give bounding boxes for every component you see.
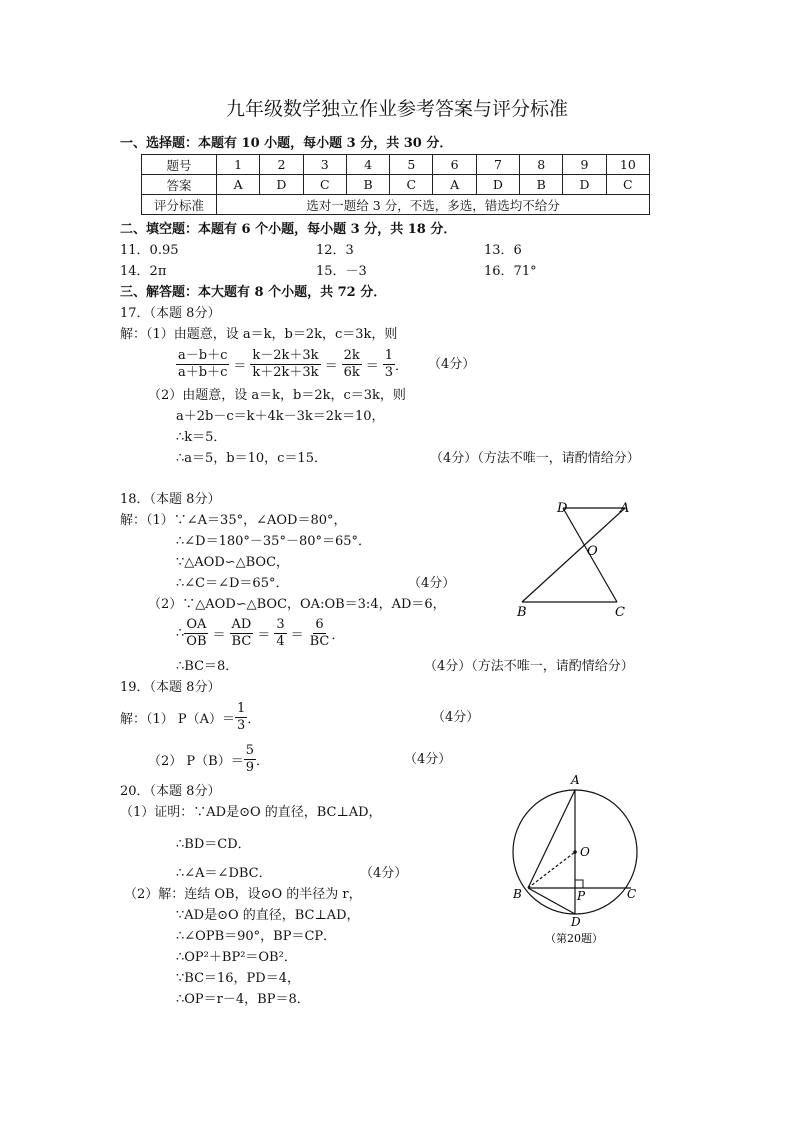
right-angle-mark	[575, 880, 583, 888]
point-label: C	[615, 605, 625, 620]
q17-line: ∴k＝5．	[176, 430, 227, 445]
score-label: （4分）	[360, 866, 408, 881]
table-cell: 3	[303, 155, 346, 175]
q20-line: ∵AD是⊙O 的直径，BC⊥AD，	[176, 908, 360, 923]
q19-p2: （2） P（B）＝ $\frac{5}{9}$ ．	[148, 743, 270, 775]
q18-header: 18．（本题 8分）	[120, 492, 221, 507]
section1-heading: 一、选择题：本题有 10 小题，每小题 3 分，共 30 分．	[120, 136, 453, 151]
page-title: 九年级数学独立作业参考答案与评分标准	[225, 98, 568, 120]
q20-line: （1）证明：∵AD是⊙O 的直径，BC⊥AD，	[120, 805, 382, 820]
fraction: $\frac{3}{4}$	[276, 617, 285, 649]
table-cell: C	[303, 175, 346, 195]
score-label: （4分）	[408, 576, 456, 591]
section2-heading: 二、填空题：本题有 6 个小题，每小题 3 分，共 18 分．	[120, 222, 457, 237]
table-cell: C	[606, 175, 649, 195]
point-label: D	[571, 915, 581, 929]
q20-header: 20．（本题 8分）	[120, 784, 221, 799]
segment-ob-dashed	[528, 852, 575, 888]
table-cell: 9	[563, 155, 606, 175]
point-label: A	[620, 501, 630, 516]
table-cell: 2	[260, 155, 303, 175]
q20-line: （2）解：连结 OB，设⊙O 的半径为 r，	[124, 887, 362, 902]
table-cell: D	[260, 175, 303, 195]
table-row	[142, 155, 650, 175]
q17-line: a＋2b－c＝k＋4k－3k＝2k＝10，	[176, 409, 385, 424]
fraction: $\frac{5}{9}$	[245, 743, 254, 775]
table-cell: 10	[606, 155, 649, 175]
q18-line: ∴BC＝8．	[176, 659, 239, 674]
table-cell: 答案	[142, 175, 217, 195]
fill-answer: 13．6	[484, 243, 522, 258]
score-label: （4分）（方法不唯一，请酌情给分）	[430, 451, 640, 466]
score-label: （4分）	[428, 357, 476, 372]
table-cell: 5	[390, 155, 433, 175]
point-label: P	[577, 889, 586, 903]
table-cell: D	[476, 175, 519, 195]
section3-heading: 三、解答题：本大题有 8 个小题，共 72 分．	[120, 285, 387, 300]
q18-line: （2）∵△AOD∽△BOC，OA:OB＝3:4，AD＝6，	[148, 597, 446, 612]
table-cell: 题号	[142, 155, 217, 175]
q17-line: ∴a＝5，b＝10，c＝15．	[176, 451, 327, 466]
q19-p1: 解：（1） P（A）＝ $\frac{1}{3}$ ．	[120, 701, 261, 733]
fraction: $\frac{OA}{OB}$	[186, 617, 207, 649]
q17-line: （2）由题意，设 a＝k，b＝2k，c＝3k，则	[148, 388, 406, 403]
score-label: （4分）（方法不唯一，请酌情给分）	[424, 659, 634, 674]
q18-line: ∴∠D＝180°－35°－80°＝65°．	[176, 534, 372, 549]
fill-answer: 11．0.95	[120, 243, 179, 258]
q18-line: 解：（1）∵∠A＝35°，∠AOD＝80°，	[120, 513, 347, 528]
point-label: B	[517, 605, 527, 620]
table-cell: 7	[476, 155, 519, 175]
fraction: $\frac{6}{BC}$	[309, 617, 330, 649]
point-label: D	[557, 501, 568, 516]
table-cell: D	[563, 175, 606, 195]
table-cell: 4	[346, 155, 389, 175]
q20-line: ∴OP²＋BP²＝OB²．	[176, 950, 297, 965]
q18-equation: ∴ $\frac{OA}{OB}$ ＝ $\frac{AD}{BC}$ ＝ $\frac{3}{4}$ ＝ $\frac{6}{BC}$ ．	[176, 617, 345, 649]
table-cell: 6	[433, 155, 476, 175]
q17-equation: $\frac{a-b+c}{a+b+c}$ ＝ $\frac{k-2k+3k}{k+2k+3k}$ ＝ $\frac{2k}{6k}$ ＝ $\frac{1}{3}$ ．	[178, 348, 409, 380]
q20-line: ∴∠OPB＝90°，BP＝CP．	[176, 929, 337, 944]
q20-line: ∴BD＝CD．	[176, 837, 251, 852]
fill-answer: 14．2π	[120, 264, 167, 279]
q20-line: ∴∠A＝∠DBC．	[176, 866, 272, 881]
table-cell: C	[390, 175, 433, 195]
point-label: B	[513, 887, 522, 901]
fraction: $\frac{AD}{BC}$	[231, 617, 252, 649]
center-dot	[573, 850, 577, 854]
fill-answer: 16．71°	[484, 264, 537, 279]
table-cell: B	[346, 175, 389, 195]
point-label: O	[587, 544, 598, 559]
score-label: （4分）	[404, 752, 452, 767]
table-cell: 选对一题给 3 分，不选，多选，错选均不给分	[217, 195, 650, 215]
fraction: $\frac{1}{3}$	[237, 701, 246, 733]
score-label: （4分）	[432, 710, 480, 725]
fraction: $\frac{k-2k+3k}{k+2k+3k}$	[252, 348, 319, 380]
q18-figure	[505, 496, 645, 620]
answer-table	[141, 154, 650, 215]
q18-line: ∵△AOD∽△BOC，	[176, 555, 290, 570]
q17-line: 解：（1）由题意，设 a＝k，b＝2k，c＝3k，则	[120, 327, 398, 342]
fraction: $\frac{2k}{6k}$	[343, 348, 360, 380]
point-label: O	[580, 845, 590, 859]
q20-line: ∵BC＝16，PD＝4，	[176, 971, 300, 986]
table-cell: B	[520, 175, 563, 195]
table-row	[142, 195, 650, 215]
q20-line: ∴OP＝r－4，BP＝8．	[176, 992, 310, 1007]
point-label: A	[571, 773, 580, 787]
q20-figure	[505, 770, 645, 950]
point-label: C	[627, 887, 637, 901]
segment-bd	[528, 888, 575, 914]
q17-header: 17．（本题 8分）	[120, 306, 221, 321]
fill-answer: 12．3	[316, 243, 354, 258]
table-cell: A	[217, 175, 260, 195]
table-cell: 评分标准	[142, 195, 217, 215]
figure-caption: （第20题）	[545, 932, 603, 945]
table-cell: 1	[217, 155, 260, 175]
q19-header: 19．（本题 8分）	[120, 680, 221, 695]
fraction: $\frac{a-b+c}{a+b+c}$	[178, 348, 228, 380]
fraction: $\frac{1}{3}$	[384, 348, 394, 380]
table-row	[142, 175, 650, 195]
table-cell: A	[433, 175, 476, 195]
fill-answer: 15．－3	[316, 264, 367, 279]
table-cell: 8	[520, 155, 563, 175]
q18-line: ∴∠C＝∠D＝65°．	[176, 576, 289, 591]
